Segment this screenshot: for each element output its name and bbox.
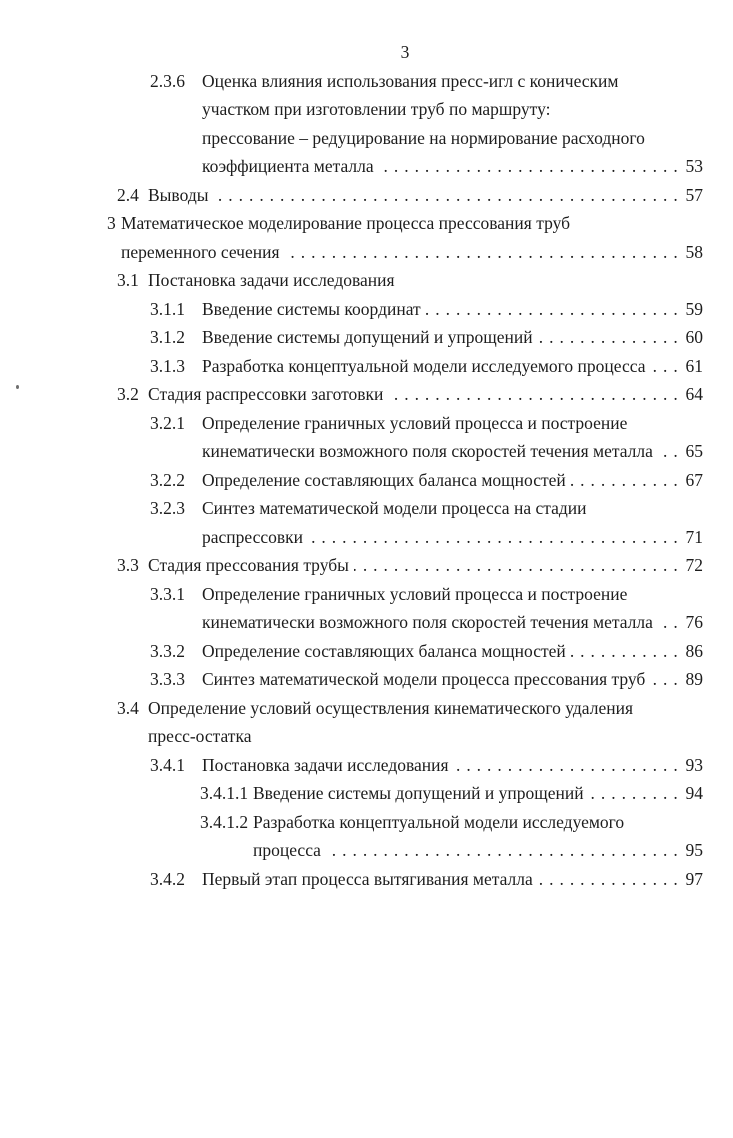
toc-entry-title: Определение граничных условий процесса и построение xyxy=(202,583,628,604)
dot-leader xyxy=(538,865,679,894)
toc-entry-number: 3.4.1 xyxy=(150,754,185,775)
toc-entry-title: кинематически возможного поля скоростей течения металла xyxy=(202,441,653,461)
toc-page-number: 67 xyxy=(685,469,703,490)
toc-page-number: 53 xyxy=(685,156,703,176)
toc-entry-title: Введение системы координат xyxy=(202,298,421,319)
toc-entry xyxy=(117,380,703,409)
toc-entry xyxy=(117,181,703,210)
toc-entry xyxy=(253,836,703,865)
toc-entry-number: 3.3.3 xyxy=(150,669,185,689)
toc-page-number: 94 xyxy=(685,783,703,803)
dot-leader xyxy=(658,437,679,466)
toc-page-number: 71 xyxy=(685,526,703,547)
toc-entry-title: Определение составляющих баланса мощностей xyxy=(202,640,566,661)
toc-page-number: 89 xyxy=(685,669,703,689)
toc-entry xyxy=(150,352,703,381)
toc-entry-title: пресс-остатка xyxy=(148,726,252,746)
toc-entry-title: коэффициента металла xyxy=(202,156,374,176)
toc-page-number: 61 xyxy=(685,355,703,376)
toc-page-number: 86 xyxy=(685,640,703,661)
toc-entry-title: Выводы xyxy=(148,184,209,205)
toc-entry xyxy=(107,209,703,238)
toc-entry-number: 3.1.1 xyxy=(150,298,185,319)
toc-entry-title: Стадия прессования трубы xyxy=(148,555,349,575)
toc-entry-number: 3 xyxy=(107,213,116,233)
toc-entry-number: 3.4.1.2 xyxy=(200,811,249,832)
toc-entry xyxy=(117,694,703,723)
toc-entry xyxy=(117,266,703,295)
toc-entry xyxy=(121,238,703,267)
dot-leader xyxy=(589,779,679,808)
toc-entry-number: 3.4.1.1 xyxy=(200,783,249,803)
toc-entry xyxy=(150,295,703,324)
toc-page-number: 58 xyxy=(685,241,703,262)
toc-entry xyxy=(200,808,703,837)
toc-entry-title: Разработка концептуальной модели исследуемого процесса xyxy=(202,355,646,376)
toc-page-number: 60 xyxy=(685,327,703,347)
toc-entry-number: 3.3 xyxy=(117,555,139,575)
toc-entry-title: Первый этап процесса вытягивания металла xyxy=(202,868,533,889)
toc-page-number: 57 xyxy=(685,184,703,205)
toc-entry-title: Постановка задачи исследования xyxy=(202,754,449,775)
toc-entry-number: 3.2.3 xyxy=(150,498,185,518)
toc-entry-title: распрессовки xyxy=(202,526,304,547)
toc-entry-number: 3.1.3 xyxy=(150,355,185,376)
toc-entry-title: Математическое моделирование процесса прессования труб xyxy=(121,213,571,233)
toc-entry xyxy=(202,95,703,124)
toc-entry-title: Введение системы допущений и упрощений xyxy=(202,327,533,347)
toc-page-number: 93 xyxy=(685,754,703,775)
toc-entry xyxy=(150,409,703,438)
dot-leader xyxy=(326,836,679,865)
toc-entry-title: прессование – редуцирование на нормирование расходного xyxy=(202,127,645,148)
table-of-contents xyxy=(0,67,733,894)
toc-entry-number: 3.3.1 xyxy=(150,583,185,604)
dot-leader xyxy=(213,181,678,210)
toc-entry-number: 3.4.2 xyxy=(150,868,185,889)
toc-page-number: 97 xyxy=(685,868,703,889)
toc-entry-title: кинематически возможного поля скоростей течения металла xyxy=(202,612,653,632)
toc-entry-title: переменного сечения xyxy=(121,241,280,262)
dot-leader xyxy=(426,295,679,324)
toc-entry-title: Стадия распрессовки заготовки xyxy=(148,384,384,404)
toc-entry xyxy=(200,779,703,808)
toc-entry xyxy=(202,152,703,181)
dot-leader xyxy=(658,608,679,637)
toc-entry-number: 3.2.1 xyxy=(150,412,185,433)
toc-page-number: 72 xyxy=(685,555,703,575)
toc-entry-title: Определение условий осуществления кинематического удаления xyxy=(148,697,633,718)
toc-entry xyxy=(150,665,703,694)
dot-leader xyxy=(650,665,678,694)
toc-entry-title: Введение системы допущений и упрощений xyxy=(253,783,584,803)
toc-entry xyxy=(202,437,703,466)
dot-leader xyxy=(538,323,679,352)
toc-entry-number: 3.4 xyxy=(117,697,139,718)
toc-entry-title: Оценка влияния использования пресс-игл с коническим xyxy=(202,70,619,91)
dot-leader xyxy=(571,466,679,495)
toc-entry xyxy=(150,751,703,780)
dot-leader xyxy=(379,152,679,181)
toc-entry-number: 3.3.2 xyxy=(150,640,185,661)
toc-entry-number: 3.2.2 xyxy=(150,469,185,490)
toc-entry-title: участком при изготовлении труб по маршруту: xyxy=(202,99,551,119)
dot-leader xyxy=(308,523,678,552)
toc-entry-title: Определение составляющих баланса мощностей xyxy=(202,469,566,490)
dot-leader xyxy=(571,637,679,666)
toc-entry xyxy=(150,466,703,495)
toc-entry xyxy=(202,523,703,552)
toc-page-number: 76 xyxy=(685,612,703,632)
toc-entry-number: 2.4 xyxy=(117,184,139,205)
toc-entry xyxy=(202,124,703,153)
toc-entry xyxy=(117,551,703,580)
dot-leader xyxy=(354,551,679,580)
dot-leader xyxy=(388,380,678,409)
toc-page-number: 64 xyxy=(685,384,703,404)
toc-entry-number: 3.1.2 xyxy=(150,327,185,347)
toc-entry-title: Синтез математической модели процесса на стадии xyxy=(202,498,587,518)
toc-entry xyxy=(150,637,703,666)
page-number-header: 3 xyxy=(400,42,410,62)
toc-entry xyxy=(150,580,703,609)
toc-page-number: 65 xyxy=(685,441,703,461)
toc-entry xyxy=(150,67,703,96)
toc-entry xyxy=(150,494,703,523)
dot-leader xyxy=(454,751,679,780)
dot-leader xyxy=(651,352,679,381)
toc-entry-title: Постановка задачи исследования xyxy=(148,270,395,290)
scan-speck-artifact xyxy=(16,385,19,389)
toc-entry-title: Разработка концептуальной модели исследуемого xyxy=(253,811,625,832)
toc-entry xyxy=(148,722,703,751)
toc-entry-title: процесса xyxy=(253,840,321,860)
toc-entry-number: 2.3.6 xyxy=(150,70,185,91)
toc-page-number: 59 xyxy=(685,298,703,319)
toc-entry xyxy=(150,865,703,894)
dot-leader xyxy=(285,238,679,267)
toc-entry-number: 3.1 xyxy=(117,270,139,290)
toc-entry xyxy=(150,323,703,352)
toc-entry xyxy=(202,608,703,637)
toc-entry-title: Синтез математической модели процесса прессования труб xyxy=(202,669,646,689)
toc-page-number: 95 xyxy=(685,840,703,860)
toc-entry-title: Определение граничных условий процесса и построение xyxy=(202,412,628,433)
toc-entry-number: 3.2 xyxy=(117,384,139,404)
